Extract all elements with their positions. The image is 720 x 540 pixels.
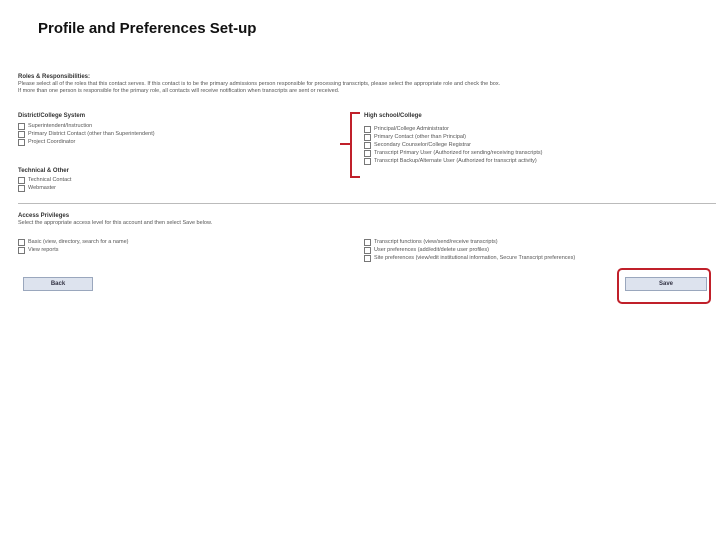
access-left-list — [18, 238, 128, 254]
checkbox[interactable] — [364, 142, 371, 149]
checkbox[interactable] — [364, 158, 371, 165]
highschool-item-transcript-backup[interactable]: Transcript Backup/Alternate User (Authorized for transcript activity) — [364, 157, 543, 165]
back-button[interactable]: Back — [23, 277, 93, 291]
technical-item-webmaster[interactable]: Webmaster — [18, 184, 71, 192]
checkbox[interactable] — [364, 150, 371, 157]
highschool-heading: High school/College — [364, 113, 422, 119]
technical-list — [18, 176, 71, 192]
access-heading: Access Privileges — [18, 213, 70, 219]
checkbox[interactable] — [18, 239, 25, 246]
technical-heading: Technical & Other — [18, 168, 69, 174]
checkbox[interactable] — [364, 255, 371, 262]
district-list — [18, 122, 155, 146]
access-item-basic[interactable]: Basic (view, directory, search for a name) — [18, 238, 128, 246]
annotation-bracket — [350, 112, 360, 178]
roles-intro-line1: Please select all of the roles that this contact serves. If this contact is to be the primary admissions person responsible for processing transcripts, please select the appropriate role and check the box. — [18, 81, 501, 87]
access-item-view-reports[interactable]: View reports — [18, 246, 128, 254]
district-heading: District/College System — [18, 113, 86, 119]
access-item-site-preferences[interactable]: Site preferences (view/edit institutional information, Secure Transcript preferences) — [364, 254, 575, 262]
technical-item-contact[interactable]: Technical Contact — [18, 176, 71, 184]
checkbox[interactable] — [364, 126, 371, 133]
highschool-item-primary-contact[interactable]: Primary Contact (other than Principal) — [364, 133, 543, 141]
checkbox[interactable] — [18, 247, 25, 254]
access-item-user-preferences[interactable]: User preferences (add/edit/delete user profiles) — [364, 246, 575, 254]
highschool-item-counselor[interactable]: Secondary Counselor/College Registrar — [364, 141, 543, 149]
checkbox[interactable] — [18, 185, 25, 192]
checkbox[interactable] — [364, 134, 371, 141]
district-item-project-coordinator[interactable]: Project Coordinator — [18, 138, 155, 146]
checkbox[interactable] — [364, 247, 371, 254]
save-button[interactable]: Save — [625, 277, 707, 291]
highschool-item-transcript-primary[interactable]: Transcript Primary User (Authorized for sending/receiving transcripts) — [364, 149, 543, 157]
checkbox[interactable] — [18, 131, 25, 138]
roles-heading: Roles & Responsibilities: — [18, 74, 91, 80]
checkbox[interactable] — [364, 239, 371, 246]
profile-form — [18, 72, 716, 302]
checkbox[interactable] — [18, 139, 25, 146]
highschool-item-principal[interactable]: Principal/College Administrator — [364, 125, 543, 133]
access-item-transcript-functions[interactable]: Transcript functions (view/send/receive transcripts) — [364, 238, 575, 246]
page-title: Profile and Preferences Set-up — [38, 20, 257, 37]
district-item-primary-contact[interactable]: Primary District Contact (other than Superintendent) — [18, 130, 155, 138]
annotation-save-highlight — [617, 268, 711, 304]
roles-intro-line2: If more than one person is responsible for the primary role, all contacts will receive notification when transcripts are sent or received. — [18, 88, 340, 94]
section-divider — [18, 203, 716, 204]
access-intro: Select the appropriate access level for this account and then select Save below. — [18, 220, 213, 226]
checkbox[interactable] — [18, 177, 25, 184]
district-item-superintendent[interactable]: Superintendent/Instruction — [18, 122, 155, 130]
highschool-list — [364, 125, 543, 165]
access-right-list — [364, 238, 575, 262]
checkbox[interactable] — [18, 123, 25, 130]
annotation-bracket-tick — [340, 143, 350, 145]
